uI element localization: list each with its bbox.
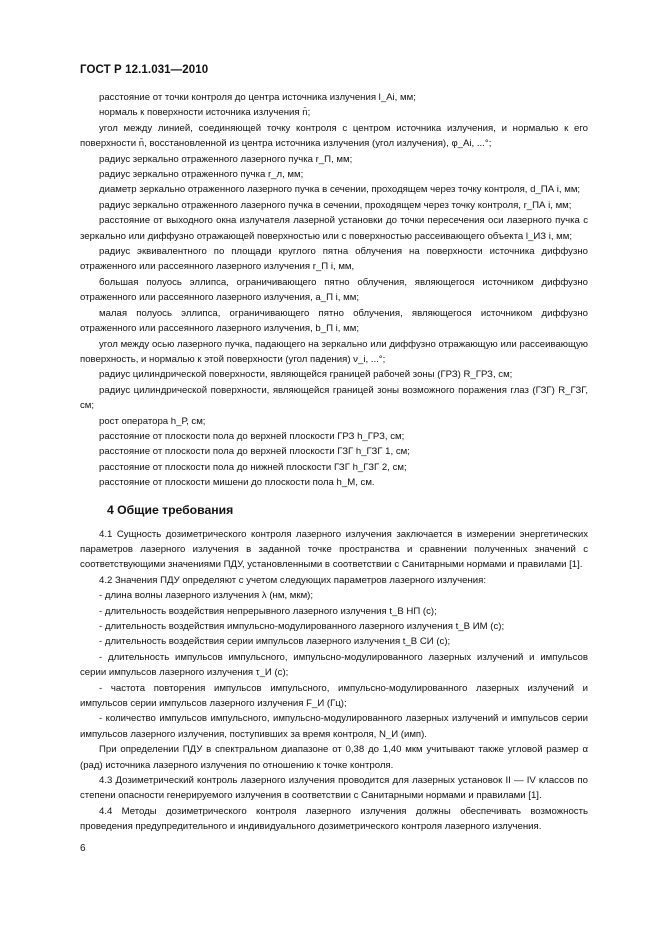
section-heading: 4 Общие требования xyxy=(107,502,234,517)
definition-item: расстояние от плоскости пола до верхней плоскости ГЗГ h_ГЗГ 1, см; xyxy=(99,446,410,458)
list-item: - длительность воздействия непрерывного лазерного излучения t_В НП (с); xyxy=(99,605,437,617)
section-paragraph: 4.2 Значения ПДУ определяют с учетом следующих параметров лазерного излучения: xyxy=(99,574,487,586)
definition-item: расстояние от плоскости пола до верхней плоскости ГРЗ h_ГРЗ, см; xyxy=(99,430,405,442)
list-item: - частота повторения импульсов импульсного, импульсно-модулированного лазерных излучений и импульсов серии импульсов лазерного излучения F_И (Гц); xyxy=(80,682,588,710)
definition-item: радиус цилиндрической поверхности, являющейся границей рабочей зоны (ГРЗ) R_ГРЗ, см; xyxy=(99,369,513,381)
section-paragraph: 4.4 Методы дозиметрического контроля лазерного излучения должны обеспечивать возможность проведения предупредительного и индивидуального дозиметрического контроля лазерного излучения. xyxy=(80,805,588,833)
definition-item: большая полуось эллипса, ограничивающего пятно облучения, являющегося источником диффузно отраженного или рассеянного лазерного излучения, a_П i, мм; xyxy=(80,276,588,304)
definition-item: расстояние от плоскости пола до нижней плоскости ГЗГ h_ГЗГ 2, см; xyxy=(99,461,407,473)
definition-item: угол между осью лазерного пучка, падающего на зеркально или диффузно отражающую или рассеивающую поверхность, и нормалью к этой поверхности (угол падения) ν_i, ...°; xyxy=(80,338,588,365)
definition-item: расстояние от плоскости мишени до плоскости пола h_М, см. xyxy=(99,477,375,489)
definition-item: рост оператора h_Р, см; xyxy=(99,415,206,427)
list-item: - длительность воздействия серии импульсов лазерного излучения t_В СИ (с); xyxy=(99,636,451,648)
section-paragraph: 4.1 Сущность дозиметрического контроля лазерного излучения заключается в измерении энергетических параметров лазерного излучения в заданной точке пространства и сравнении полученных значений с соответствующими значениями ПДУ, установленными в соответствии с Санитарными нормами и правилами [1]. xyxy=(80,528,588,571)
section-paragraph: 4.3 Дозиметрический контроль лазерного излучения проводится для лазерных установок II — IV классов по степени опасности генерируемого излучения в соответствии с Санитарными нормами и правилами [1]. xyxy=(80,775,588,802)
definition-item: радиус цилиндрической поверхности, являющейся границей зоны возможного поражения глаз (ГЗГ) R_ГЗГ, см; xyxy=(80,384,588,412)
standard-header: ГОСТ Р 12.1.031—2010 xyxy=(80,64,209,76)
definition-item: диаметр зеркально отраженного лазерного пучка в сечении, проходящем через точку контроля, d_ПА i, мм; xyxy=(99,184,581,196)
document-body xyxy=(80,90,588,835)
section-paragraph: При определении ПДУ в спектральном диапазоне от 0,38 до 1,40 мкм учитывают также угловой размер α (рад) источника лазерного излучения по отношению к точке контроля. xyxy=(80,744,588,771)
list-item: - длина волны лазерного излучения λ (нм, мкм); xyxy=(99,590,314,602)
list-item: - длительность импульсов импульсного, импульсно-модулированного лазерных излучений и импульсов серии импульсов лазерного излучения τ_И (с); xyxy=(80,651,588,679)
list-item: - длительность воздействия импульсно-модулированного лазерного излучения t_В ИМ (с); xyxy=(99,621,505,632)
definition-item: радиус зеркально отраженного лазерного пучка r_П, мм; xyxy=(99,153,353,165)
definition-item: малая полуось эллипса, ограничивающего пятно облучения, являющегося источником диффузно отраженного или рассеянного лазерного излучения, b_П i, мм; xyxy=(80,307,588,335)
definition-item: радиус зеркально отраженного лазерного пучка в сечении, проходящем через точку контроля, r_ПА i, мм; xyxy=(99,199,572,211)
definition-item: радиус эквивалентного по площади круглого пятна облучения на поверхности источника диффузно отраженного или рассеянного лазерного излучения r_П i, мм, xyxy=(80,246,588,273)
list-item: - количество импульсов импульсного, импульсно-модулированного лазерных излучений и импульсов серии импульсов лазерного излучения, поступивших за время контроля, N_И (имп). xyxy=(80,713,588,740)
definition-item: расстояние от точки контроля до центра источника излучения l_Ai, мм; xyxy=(99,92,416,103)
definition-item: нормаль к поверхности источника излучения n̄; xyxy=(99,107,311,119)
page-number: 6 xyxy=(80,843,86,854)
definition-item: расстояние от выходного окна излучателя лазерной установки до точки пересечения оси лазерного пучка с зеркально или диффузно отражающей поверхностью или с поверхностью рассеивающего объекта l_ИЗ i, мм; xyxy=(80,215,588,242)
definition-item: угол между линией, соединяющей точку контроля с центром источника излучения, и нормалью к его поверхности n̄, восстановленной из центра источника излучения (угол излучения), φ_Ai, ...°; xyxy=(80,122,588,150)
definition-item: радиус зеркально отраженного пучка r_л, мм; xyxy=(99,169,304,181)
